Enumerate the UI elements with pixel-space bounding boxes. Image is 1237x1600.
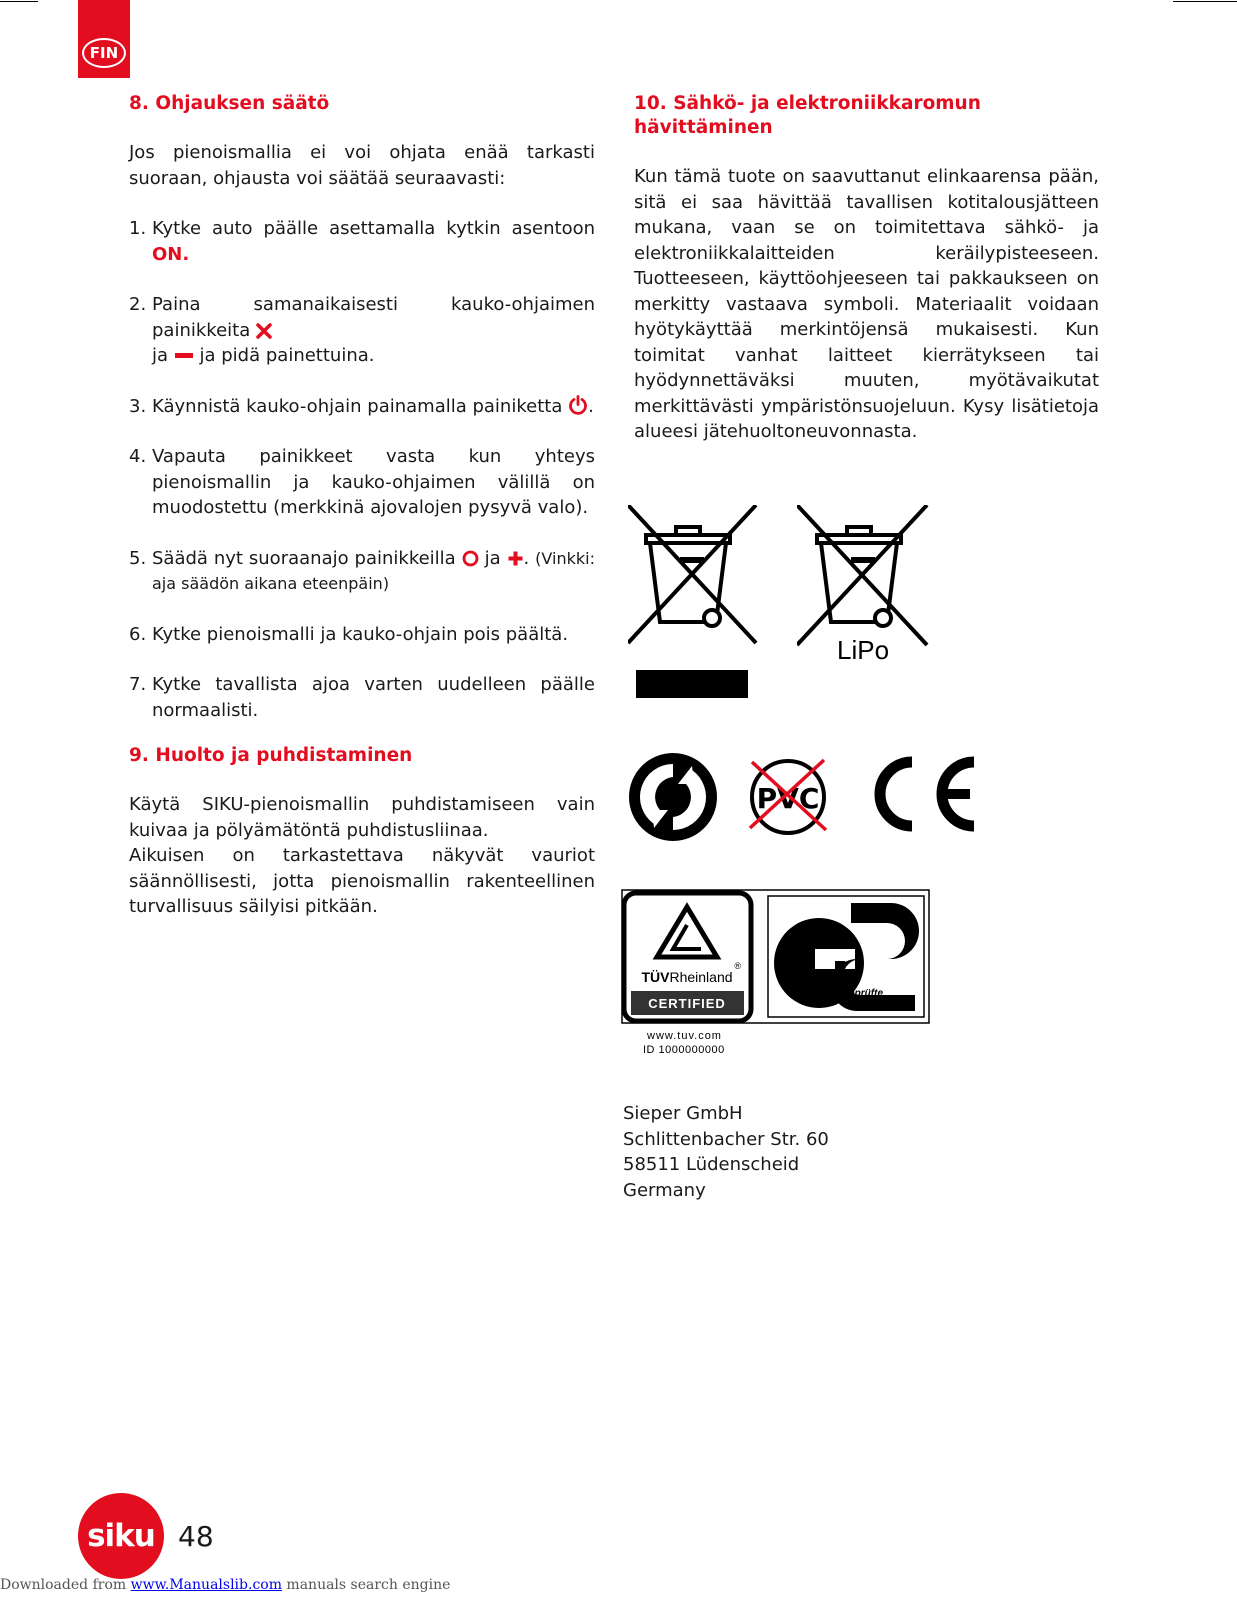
power-button-icon (568, 395, 588, 415)
section-9-title: 9. Huolto ja puhdistaminen (129, 745, 413, 766)
step-6: 6. Kytke pienoismalli ja kauko-ohjain pois päältä. (129, 623, 569, 645)
pvc-label: PVC (756, 782, 820, 815)
circle-button-icon (462, 550, 479, 567)
step-5-note: (Vinkki: aja säädön aikana eteenpäin) (152, 548, 595, 593)
tuv-url: www.tuv.com (647, 1030, 722, 1042)
section-10-text: Kun tämä tuote on saavuttanut elinkaarensa pään, sitä ei saa hävittää tavallisen kotitalousjätteen mukana, vaan se on toimitettava sähkö- ja elektroniikkalaitteiden keräilypisteeseen. Tuotteeseen, käyttöohjeeseen tai pakkaukseen on merkitty vastaava symboli. Materiaalit voidaan hyötykäyttää merkintöjensä mukaisesti. Kun toimitat vanhat laitteet kierrätykseen tai hyödynnettäväksi muuten, myötävaikutat merkittävästi ympäristönsuojeluun. Kysy lisätietoja alueesi jätehuoltoneuvonnasta. (634, 166, 1099, 442)
step-7: 7. Kytke tavallista ajoa varten uudelleen päälle normaalisti. (129, 674, 595, 721)
step-4: 4. Vapauta painikkeet vasta kun yhteys pienoismallin ja kauko-ohjaimen välillä on muodostettu (merkkinä ajovalojen pysyvä valo). (129, 446, 595, 518)
section-9-para-2: Aikuisen on tarkastettava näkyvät vauriot säännöllisesti, jotta pienoismallin rakenteellinen turvallisuus säilyisi pitkään. (129, 845, 595, 917)
step-1: 1. Kytke auto päälle asettamalla kytkin asentoon ON. (129, 218, 595, 265)
download-footer: Downloaded from www.Manualslib.com manuals search engine (0, 1577, 451, 1593)
section-10-title: 10. Sähkö- ja elektroniikkaromun hävittäminen (634, 93, 981, 138)
on-label: ON. (152, 243, 190, 265)
weee-bin-icon (628, 505, 758, 700)
svg-text:®: ® (734, 961, 741, 971)
tuv-brand: TÜVRheinland (641, 969, 733, 985)
step-3: 3. Käynnistä kauko-ohjain painamalla painiketta . (129, 395, 594, 417)
crop-mark-right (1173, 1, 1237, 2)
address-company: Sieper GmbH (623, 1103, 743, 1124)
language-badge: FIN (82, 38, 126, 68)
tuv-id: ID 1000000000 (643, 1044, 725, 1056)
tuv-gs-certification (621, 889, 931, 1057)
step-5: 5. Säädä nyt suoraanajo painikkeilla ja . (Vinkki: aja säädön aikana eteenpäin) (129, 547, 595, 593)
address-street: Schlittenbacher Str. 60 (623, 1128, 829, 1150)
manualslib-link[interactable]: www.Manualslib.com (130, 1577, 282, 1593)
minus-button-icon (174, 348, 194, 364)
company-address (623, 1101, 829, 1203)
left-column (129, 92, 595, 920)
siku-logo: siku (78, 1493, 164, 1579)
gs-line-1: geprüfte (843, 988, 883, 999)
gs-line-2: Sicherheit (843, 999, 892, 1010)
section-9-para-1: Käytä SIKU-pienoismallin puhdistamiseen vain kuivaa ja pölyämätöntä puhdistusliinaa. (129, 794, 595, 841)
address-country: Germany (623, 1179, 706, 1201)
section-8-intro: Jos pienoismallia ei voi ohjata enää tarkasti suoraan, ohjausta voi säätää seuraavasti: (129, 142, 595, 189)
no-pvc-icon (744, 752, 832, 842)
crop-mark-left (0, 1, 38, 2)
address-city: 58511 Lüdenscheid (623, 1154, 800, 1175)
plus-button-icon (507, 550, 524, 567)
lipo-label: LiPo (837, 635, 890, 665)
recycling-green-dot-icon (628, 752, 718, 842)
steps-list (129, 216, 595, 723)
ce-mark-icon (866, 752, 982, 836)
cross-button-icon (256, 323, 272, 339)
right-column (634, 92, 1099, 445)
section-8-title: 8. Ohjauksen säätö (129, 93, 330, 114)
language-tab (78, 0, 130, 78)
tuv-certified: CERTIFIED (648, 996, 726, 1011)
weee-lipo-bin-icon (797, 505, 929, 665)
page-number: 48 (178, 1520, 214, 1553)
step-2: 2. Paina samanaikaisesti kauko-ohjaimen painikkeita ja ja pidä painettuina. (129, 294, 595, 366)
